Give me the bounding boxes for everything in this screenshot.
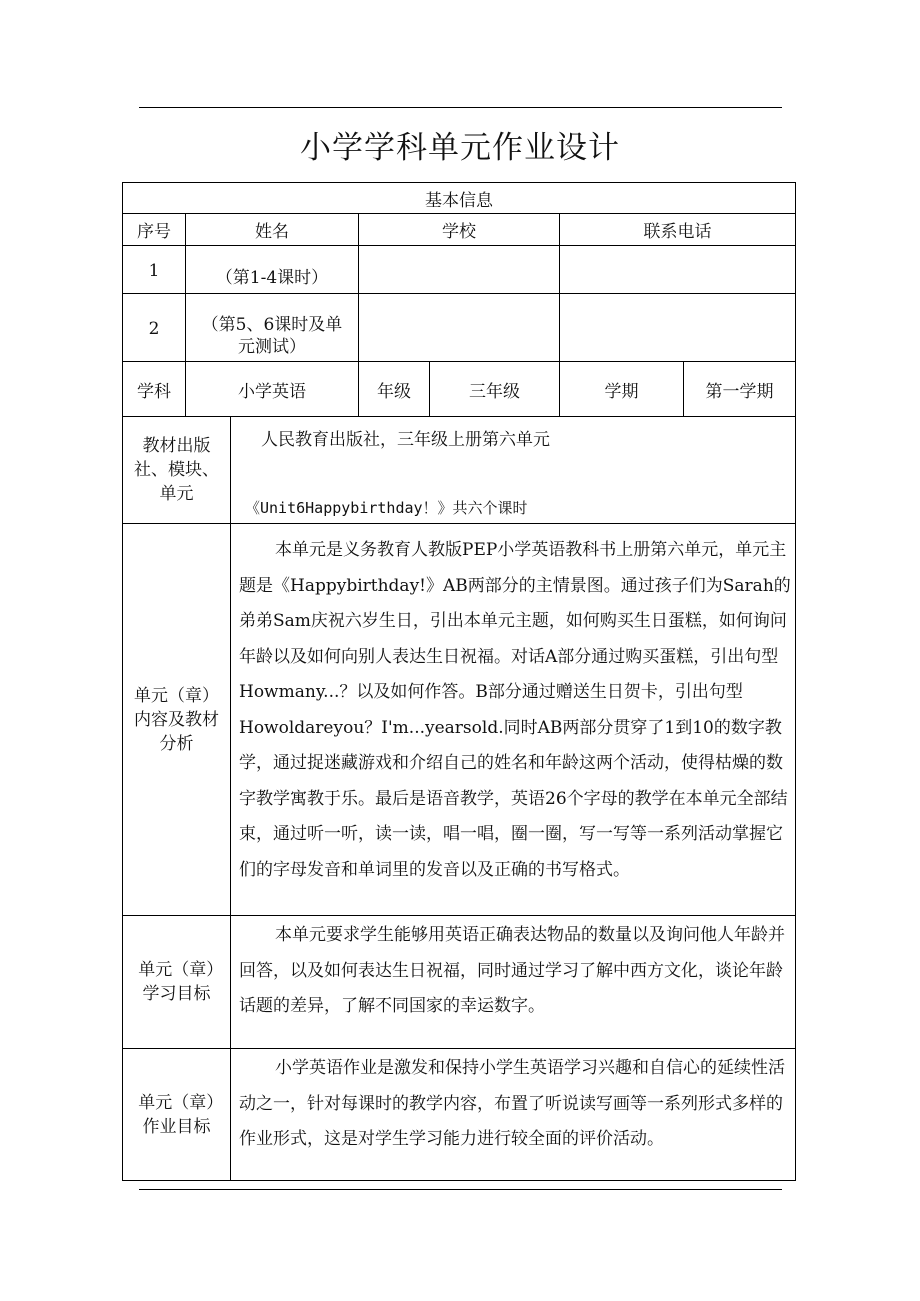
textbook-cell — [231, 417, 796, 524]
basic-info-heading: 基本信息 — [123, 183, 796, 214]
subject-value: 小学英语 — [186, 362, 359, 417]
bottom-rule — [139, 1189, 782, 1190]
row-2-no: 2 — [123, 294, 186, 362]
goals-label: 单元（章）学习目标 — [123, 916, 231, 1049]
info-table — [122, 182, 796, 1181]
header-phone: 联系电话 — [560, 214, 796, 246]
row-1-school — [359, 246, 560, 294]
analysis-text: 本单元是义务教育人教版PEP小学英语教科书上册第六单元，单元主题是《Happybirthday!》AB两部分的主情景图。通过孩子们为Sarah的弟弟Sam庆祝六岁生日，引出本单元主题，如何购买生日蛋糕，如何询问年龄以及如何向别人表达生日祝福。对话A部分通过购买蛋糕，引出句型Howmany...？以及如何作答。B部分通过赠送生日贺卡，引出句型Howoldareyou？I'm...yearsold.同时AB两部分贯穿了1到10的数字教学，通过捉迷藏游戏和介绍自己的姓名和年龄这两个活动，使得枯燥的数字教学寓教于乐。最后是语音教学，英语26个字母的教学在本单元全部结束，通过听一听，读一读，唱一唱，圈一圈，写一写等一系列活动掌握它们的字母发音和单词里的发音以及正确的书写格式。 — [239, 540, 791, 880]
term-value: 第一学期 — [684, 362, 796, 417]
row-1-no: 1 — [123, 246, 186, 294]
header-no: 序号 — [123, 214, 186, 246]
page-title: 小学学科单元作业设计 — [300, 130, 620, 166]
homework-text: 小学英语作业是激发和保持小学生英语学习兴趣和自信心的延续性活动之一，针对每课时的教学内容，布置了听说读写画等一系列形式多样的作业形式，这是对学生学习能力进行较全面的评价活动。 — [239, 1058, 785, 1149]
row-2-school — [359, 294, 560, 362]
goals-text: 本单元要求学生能够用英语正确表达物品的数量以及询问他人年龄并回答，以及如何表达生日祝福，同时通过学习了解中西方文化，谈论年龄话题的差异，了解不同国家的幸运数字。 — [239, 925, 785, 1016]
table-row — [123, 246, 796, 294]
header-name: 姓名 — [186, 214, 359, 246]
grade-value: 三年级 — [430, 362, 560, 417]
homework-label: 单元（章）作业目标 — [123, 1049, 231, 1181]
homework-cell — [231, 1049, 796, 1181]
header-school: 学校 — [359, 214, 560, 246]
row-1-name: （第1-4课时） — [186, 246, 359, 294]
analysis-label: 单元（章）内容及教材分析 — [123, 524, 231, 916]
row-1-phone — [560, 246, 796, 294]
row-2-phone — [560, 294, 796, 362]
textbook-publisher: 人民教育出版社，三年级上册第六单元 — [261, 430, 550, 450]
analysis-cell — [231, 524, 796, 916]
row-2-name: （第5、6课时及单元测试） — [186, 294, 359, 362]
top-rule — [139, 107, 782, 108]
subject-label: 学科 — [123, 362, 186, 417]
goals-cell — [231, 916, 796, 1049]
table-row — [123, 294, 796, 362]
textbook-label: 教材出版社、模块、单元 — [123, 417, 231, 524]
grade-label: 年级 — [359, 362, 430, 417]
term-label: 学期 — [560, 362, 684, 417]
textbook-unit: 《Unit6Happybirthday！》共六个课时 — [245, 499, 528, 517]
